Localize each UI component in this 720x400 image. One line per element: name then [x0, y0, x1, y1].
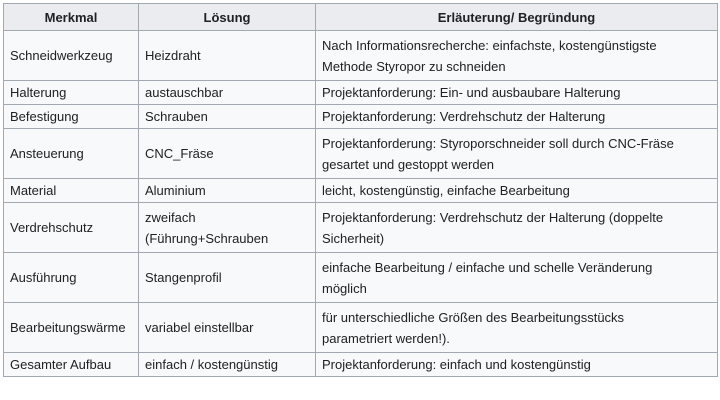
cell-line: Projektanforderung: Verdrehschutz der Halterung (doppelte: [322, 209, 664, 225]
table-row: [4, 31, 718, 81]
cell-merkmal: Gesamter Aufbau: [4, 353, 139, 377]
cell-line: Heizdraht: [145, 48, 201, 63]
table-row: [4, 105, 718, 129]
cell-erlaeuterung: [316, 253, 718, 303]
header-erlaeuterung: Erläuterung/ Begründung: [316, 4, 718, 31]
cell-line: Sicherheit): [322, 230, 385, 246]
table-row: [4, 129, 718, 179]
feature-table-container: [3, 3, 718, 377]
cell-merkmal: Ansteuerung: [4, 129, 139, 179]
cell-line: CNC_Fräse: [145, 146, 214, 161]
cell-loesung: [139, 179, 316, 203]
cell-merkmal: Verdrehschutz: [4, 203, 139, 253]
cell-loesung: [139, 105, 316, 129]
cell-line: Projektanforderung: Styroporschneider soll durch CNC-Fräse: [322, 135, 674, 151]
cell-loesung: [139, 303, 316, 353]
table-row: [4, 353, 718, 377]
cell-loesung: [139, 203, 316, 253]
table-row: [4, 81, 718, 105]
table-header-row: [4, 4, 718, 31]
cell-line: einfache Bearbeitung / einfache und schelle Veränderung: [322, 259, 653, 275]
table-row: [4, 303, 718, 353]
cell-loesung: [139, 129, 316, 179]
cell-line: zweifach: [145, 209, 196, 225]
cell-merkmal: Bearbeitungswärme: [4, 303, 139, 353]
cell-loesung: [139, 253, 316, 303]
cell-line: Methode Styropor zu schneiden: [322, 58, 506, 74]
cell-erlaeuterung: [316, 81, 718, 105]
cell-line: austauschbar: [145, 85, 224, 100]
cell-loesung: [139, 81, 316, 105]
cell-merkmal: Befestigung: [4, 105, 139, 129]
feature-table: [3, 3, 718, 377]
cell-erlaeuterung: [316, 129, 718, 179]
cell-line: Stangenprofil: [145, 270, 222, 285]
cell-merkmal: Material: [4, 179, 139, 203]
cell-line: parametriert werden!).: [322, 330, 450, 346]
header-merkmal: Merkmal: [4, 4, 139, 31]
cell-erlaeuterung: [316, 31, 718, 81]
cell-line: gesartet und gestoppt werden: [322, 156, 495, 172]
cell-erlaeuterung: [316, 105, 718, 129]
table-row: [4, 253, 718, 303]
cell-line: Aluminium: [145, 183, 206, 198]
table-row: [4, 179, 718, 203]
cell-merkmal: Ausführung: [4, 253, 139, 303]
cell-line: (Führung+Schrauben: [145, 230, 269, 246]
cell-loesung: [139, 353, 316, 377]
cell-erlaeuterung: [316, 203, 718, 253]
cell-erlaeuterung: [316, 303, 718, 353]
cell-line: Projektanforderung: Verdrehschutz der Halterung: [322, 109, 606, 124]
cell-line: für unterschiedliche Größen des Bearbeitungsstücks: [322, 309, 625, 325]
cell-line: Nach Informationsrecherche: einfachste, kostengünstigste: [322, 37, 657, 53]
cell-erlaeuterung: [316, 179, 718, 203]
cell-merkmal: Schneidwerkzeug: [4, 31, 139, 81]
cell-merkmal: Halterung: [4, 81, 139, 105]
cell-line: Projektanforderung: einfach und kostengünstig: [322, 357, 591, 372]
cell-line: möglich: [322, 280, 367, 296]
header-loesung: Lösung: [139, 4, 316, 31]
cell-line: variabel einstellbar: [145, 320, 254, 335]
cell-loesung: [139, 31, 316, 81]
cell-line: leicht, kostengünstig, einfache Bearbeitung: [322, 183, 570, 198]
cell-erlaeuterung: [316, 353, 718, 377]
cell-line: einfach / kostengünstig: [145, 357, 278, 372]
table-row: [4, 203, 718, 253]
cell-line: Schrauben: [145, 109, 208, 124]
cell-line: Projektanforderung: Ein- und ausbaubare Halterung: [322, 85, 621, 100]
